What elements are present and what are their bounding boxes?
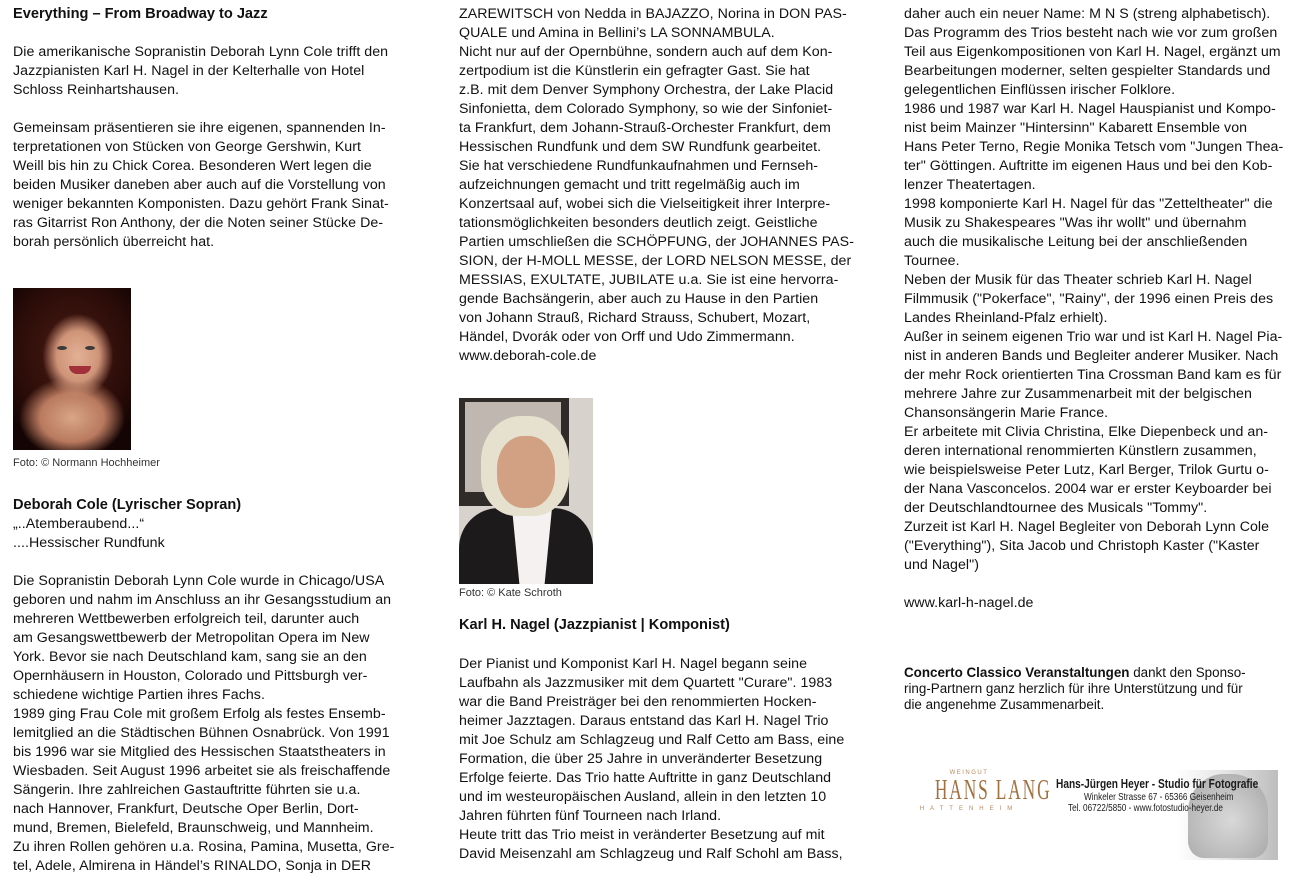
text-line: tationsmöglichkeiten besonders deutlich zeigt. Geistliche: [459, 215, 818, 231]
heyer-logo-title: Hans-Jürgen Heyer - Studio für Fotografie: [1056, 776, 1259, 791]
text-line: Musik zu Shakespeares "Was ihr wollt" und übernahm: [904, 215, 1247, 231]
text-line: Laufbahn als Jazzmusiker mit dem Quartett "Curare". 1983: [459, 675, 833, 691]
karl-nagel-website-link[interactable]: www.karl-h-nagel.de: [904, 595, 1034, 611]
text-line: ter" Göttingen. Auftritte im eigenen Haus und bei den Kob-: [904, 158, 1273, 174]
text-line: 1989 ging Frau Cole mit großem Erfolg als festes Ensemb-: [13, 706, 386, 722]
text-line: gende Bachsängerin, aber auch zu Hause in den Partien: [459, 291, 819, 307]
text-line: ras Gitarrist Ron Anthony, der die Noten seiner Stücke De-: [13, 215, 384, 231]
text-line: der mehr Rock orientierten Tina Crossman Band kam es für: [904, 367, 1282, 383]
text-line: deren international renommierten Künstlern zusammen,: [904, 443, 1257, 459]
text-line: Außer in seinem eigenen Trio war und ist Karl H. Nagel Pia-: [904, 329, 1283, 345]
text-line: z.B. mit dem Denver Symphony Orchestra, der Lake Placid: [459, 82, 834, 98]
text-line: Sängerin. Ihre zahlreichen Gastauftritte führten sie u.a.: [13, 782, 361, 798]
text-line: und Nagel"): [904, 557, 979, 573]
text-line: ta Frankfurt, dem Johann-Strauß-Orchester Frankfurt, dem: [459, 120, 831, 136]
text-line: gelegentlichen Einflüssen irischer Folklore.: [904, 82, 1176, 98]
text-line: SION, der H-MOLL MESSE, der LORD NELSON MESSE, der: [459, 253, 852, 269]
text-line: Wiesbaden. Seit August 1996 arbeitet sie als freischaffende: [13, 763, 391, 779]
deborah-cole-bio: [13, 572, 403, 876]
hans-lang-logo-main: HANS LANG: [934, 775, 1052, 806]
text-line: geboren und nahm im Anschluss an ihr Gesangsstudium an: [13, 592, 392, 608]
text-line: Der Pianist und Komponist Karl H. Nagel begann seine: [459, 656, 808, 672]
text-line: Landes Rheinland-Pfalz erhielt).: [904, 310, 1108, 326]
text-line: mit Joe Schulz am Schlagzeug und Ralf Cetto am Bass, eine: [459, 732, 845, 748]
text-line: Filmmusik ("Pokerface", "Rainy", der 1996 einen Preis des: [904, 291, 1274, 307]
text-line: zertpodium ist die Künstlerin ein gefragter Gast. Sie hat: [459, 63, 810, 79]
text-line: mehreren Wettbewerben erfolgreich teil, darunter auch: [13, 611, 360, 627]
text-line: QUALE und Amina in Bellini’s LA SONNAMBULA.: [459, 25, 775, 41]
text-line: lemitglied an die Städtischen Bühnen Osnabrück. Von 1991: [13, 725, 390, 741]
text-line: daher auch ein neuer Name: M N S (streng alphabetisch).: [904, 6, 1271, 22]
text-line: wie beispielsweise Peter Lutz, Karl Berger, Trilok Gurtu o-: [904, 462, 1269, 478]
text-line: Neben der Musik für das Theater schrieb Karl H. Nagel: [904, 272, 1252, 288]
text-line: Weill bis hin zu Chick Corea. Besonderen Wert legen die: [13, 158, 372, 174]
text-line: Heute tritt das Trio meist in veränderter Besetzung auf mit: [459, 827, 825, 843]
text-line: David Meisenzahl am Schlagzeug und Ralf Schohl am Bass,: [459, 846, 843, 862]
sponsor-org-name: Concerto Classico Veranstaltungen: [904, 665, 1130, 680]
text-line: Die amerikanische Sopranistin Deborah Lynn Cole trifft den: [13, 44, 389, 60]
page-title: Everything – From Broadway to Jazz: [13, 6, 268, 22]
text-line: Konzertsaal auf, wobei sich die Vielseitigkeit ihrer Interpre-: [459, 196, 831, 212]
text-line: Erfolge feierte. Das Trio hatte Auftritte in ganz Deutschland: [459, 770, 832, 786]
photo-caption-karl: Foto: © Kate Schroth: [459, 587, 562, 599]
text-line: nist beim Mainzer "Hintersinn" Kabarett Ensemble von: [904, 120, 1248, 136]
text-line: heimer Jazztagen. Daraus entstand das Karl H. Nagel Trio: [459, 713, 829, 729]
text-line: Zu ihren Rollen gehören u.a. Rosina, Pamina, Musetta, Gre-: [13, 839, 395, 855]
text-line: Die Sopranistin Deborah Lynn Cole wurde in Chicago/USA: [13, 573, 385, 589]
text-line: mund, Bremen, Bielefeld, Braunschweig, und Mannheim.: [13, 820, 374, 836]
heyer-logo-address: Winkeler Strasse 67 - 65366 Geisenheim: [1084, 792, 1234, 803]
column-2: [459, 5, 854, 864]
intro-paragraph: [13, 43, 403, 100]
text-line: borah persönlich überreicht hat.: [13, 234, 215, 250]
text-line: ("Everything"), Sita Jacob und Christoph Kaster ("Kaster: [904, 538, 1260, 554]
karl-nagel-photo: [459, 398, 593, 584]
text-line: tel, Adele, Almirena in Händel’s RINALDO, Sonja in DER: [13, 858, 372, 874]
text-line: Das Programm des Trios besteht nach wie vor zum großen: [904, 25, 1278, 41]
text-line: lenzer Theatertagen.: [904, 177, 1036, 193]
hans-lang-logo-top: WEINGUT: [949, 770, 989, 776]
text-line: der Deutschlandtournee des Musicals "Tommy".: [904, 500, 1208, 516]
text-line: weniger bekannten Komponisten. Dazu gehört Frank Sinat-: [13, 196, 389, 212]
text-line: am Gesangswettbewerb der Metropolitan Opera im New: [13, 630, 370, 646]
text-line: auch die musikalische Leitung bei der anschließenden: [904, 234, 1248, 250]
hans-lang-logo-bottom: HATTENHEIM: [919, 806, 1019, 812]
text-line: Partien umschließen die SCHÖPFUNG, der JOHANNES PAS-: [459, 234, 854, 250]
deborah-cole-bio-continued: [459, 5, 854, 347]
text-line: aufzeichnungen gemacht und tritt regelmäßig auch im: [459, 177, 800, 193]
sponsor-line-1: dankt den Sponso-: [1129, 665, 1246, 680]
text-line: Tournee.: [904, 253, 960, 269]
sponsor-thanks: [904, 665, 1294, 713]
text-line: York. Bevor sie nach Deutschland kam, sang sie an den: [13, 649, 367, 665]
text-line: nist in anderen Bands und Begleiter anderer Musiker. Nach: [904, 348, 1279, 364]
text-line: Schloss Reinhartshausen.: [13, 82, 180, 98]
deborah-cole-photo: [13, 288, 131, 450]
text-line: Händel, Dvorák oder von Orff und Udo Zimmermann.: [459, 329, 795, 345]
text-line: ZAREWITSCH von Nedda in BAJAZZO, Norina in DON PAS-: [459, 6, 847, 22]
sponsor-line-3: die angenehme Zusammenarbeit.: [904, 697, 1105, 712]
program-paragraph: [13, 119, 403, 252]
photo-caption-deborah: Foto: © Normann Hochheimer: [13, 457, 160, 469]
text-line: Formation, die über 25 Jahre in unveränderter Besetzung: [459, 751, 823, 767]
text-line: Jazzpianisten Karl H. Nagel in der Kelterhalle von Hotel: [13, 63, 365, 79]
text-line: beiden Musiker daneben aber auch auf die Vorstellung von: [13, 177, 386, 193]
text-line: Er arbeitete mit Clivia Christina, Elke Diepenbeck und an-: [904, 424, 1269, 440]
text-line: terpretationen von Stücken von George Gershwin, Kurt: [13, 139, 362, 155]
text-line: mehrere Jahre zur Zusammenarbeit mit der belgischen: [904, 386, 1252, 402]
text-line: Nicht nur auf der Opernbühne, sondern auch auf dem Kon-: [459, 44, 833, 60]
karl-nagel-heading: Karl H. Nagel (Jazzpianist | Komponist): [459, 617, 730, 633]
text-line: Sie hat verschiedene Rundfunkaufnahmen und Fernseh-: [459, 158, 819, 174]
text-line: der Nana Vasconcelos. 2004 war er erster Keyboarder bei: [904, 481, 1272, 497]
text-line: nach Hannover, Frankfurt, Deutsche Oper Berlin, Dort-: [13, 801, 359, 817]
quote-source: ....Hessischer Rundfunk: [13, 535, 165, 551]
hans-lang-logo: [914, 770, 1052, 830]
column-3: [904, 5, 1294, 713]
quote: „..Atemberaubend...“: [13, 516, 145, 532]
karl-nagel-bio: [459, 655, 849, 864]
heyer-studio-logo: [1052, 770, 1278, 860]
text-line: Chansonsängerin Marie France.: [904, 405, 1109, 421]
text-line: Zurzeit ist Karl H. Nagel Begleiter von Deborah Lynn Cole: [904, 519, 1270, 535]
deborah-cole-heading: Deborah Cole (Lyrischer Sopran): [13, 497, 242, 513]
text-line: Hans Peter Terno, Regie Monika Tetsch vom "Jungen Thea-: [904, 139, 1284, 155]
text-line: bis 1996 war sie Mitglied des Hessischen Staatstheaters in: [13, 744, 386, 760]
karl-nagel-bio-continued: [904, 5, 1294, 575]
text-line: Bearbeitungen moderner, selten gespielter Standards und: [904, 63, 1271, 79]
text-line: schiedene wichtige Partien ihres Fachs.: [13, 687, 265, 703]
text-line: und im westeuropäischen Ausland, allein in den letzten 10: [459, 789, 827, 805]
text-line: 1998 komponierte Karl H. Nagel für das "Zetteltheater" die: [904, 196, 1273, 212]
column-1: [13, 5, 403, 876]
text-line: Jahren führten fünf Tourneen nach Irland.: [459, 808, 722, 824]
text-line: Sinfonietta, dem Colorado Symphony, so wie der Sinfoniet-: [459, 101, 833, 117]
sponsor-line-2: ring-Partnern ganz herzlich für ihre Unterstützung und für: [904, 681, 1243, 696]
heyer-logo-contact: Tel. 06722/5850 - www.fotostudio-heyer.de: [1068, 803, 1223, 814]
deborah-cole-website-link[interactable]: www.deborah-cole.de: [459, 348, 597, 364]
text-line: MESSIAS, EXULTATE, JUBILATE u.a. Sie ist eine hervorra-: [459, 272, 839, 288]
text-line: war die Band Preisträger bei den renommierten Hocken-: [459, 694, 817, 710]
text-line: Hessischen Rundfunk und dem SW Rundfunk gearbeitet.: [459, 139, 822, 155]
text-line: 1986 und 1987 war Karl H. Nagel Hauspianist und Kompo-: [904, 101, 1276, 117]
text-line: Teil aus Eigenkompositionen von Karl H. Nagel, ergänzt um: [904, 44, 1281, 60]
text-line: Opernhäusern in Houston, Colorado und Pittsburgh ver-: [13, 668, 368, 684]
text-line: von Johann Strauß, Richard Strauss, Schubert, Mozart,: [459, 310, 811, 326]
text-line: Gemeinsam präsentieren sie ihre eigenen, spannenden In-: [13, 120, 386, 136]
